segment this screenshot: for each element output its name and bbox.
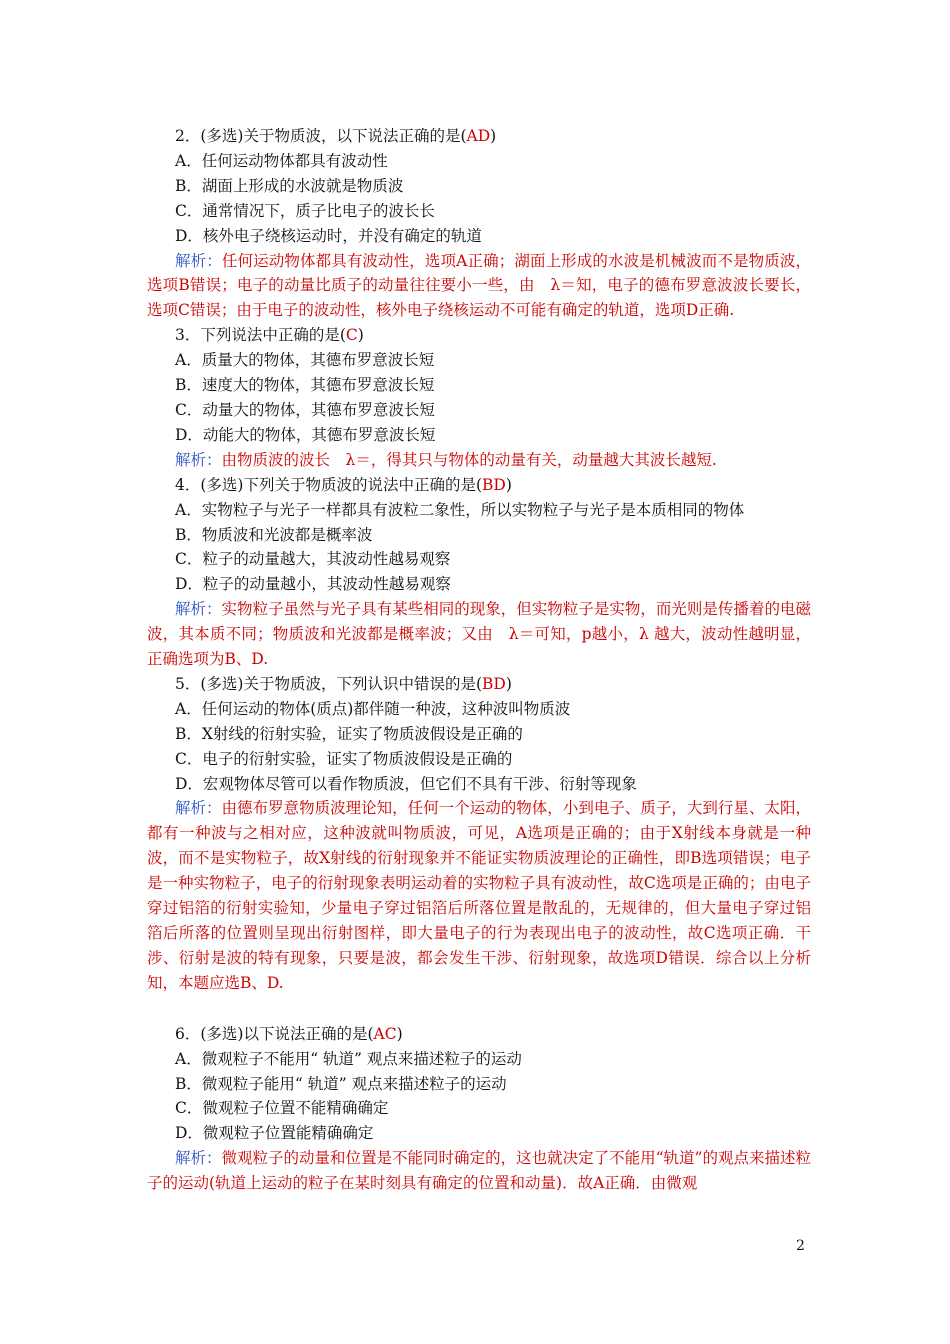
option: C．通常情况下，质子比电子的波长长 — [175, 201, 435, 220]
option: D．粒子的动量越小，其波动性越易观察 — [175, 575, 451, 594]
option: A．任何运动物体都具有波动性 — [175, 151, 388, 170]
option: D．宏观物体尽管可以看作物质波，但它们不具有干涉、衍射等现象 — [175, 774, 637, 793]
answer-key: BD — [482, 674, 506, 693]
explanation: 解析：由物质波的波长 λ＝，得其只与物体的动量有关，动量越大其波长越短. — [175, 450, 717, 469]
page-number: 2 — [796, 1238, 805, 1254]
answer-key: AD — [466, 127, 491, 145]
explanation-label: 解析： — [175, 799, 222, 818]
answer-key: C — [345, 326, 358, 345]
question-stem: 2．(多选)关于物质波，以下说法正确的是(AD) — [175, 127, 497, 145]
explanation-label: 解析： — [175, 1149, 222, 1168]
explanation: 解析：任何运动物体都具有波动性，选项A正确；湖面上形成的水波是机械波而不是物质波，选项B错误；电子的动量比质子的动量往往要小一些，由 λ＝知，电子的德布罗意波波长要长，选项C错误；由于电子的波动性，核外电子绕核运动不可能有确定的轨道，选项D正确. — [147, 251, 811, 320]
question-block — [147, 473, 811, 672]
option: B．湖面上形成的水波就是物质波 — [175, 176, 404, 195]
spacer — [147, 996, 811, 1022]
option: D．动能大的物体，其德布罗意波长短 — [175, 425, 436, 444]
option: A．质量大的物体，其德布罗意波长短 — [175, 351, 435, 370]
option: A．微观粒子不能用“ 轨道” 观点来描述粒子的运动 — [175, 1049, 522, 1068]
answer-key: AC — [373, 1024, 397, 1043]
option: B．微观粒子能用“ 轨道” 观点来描述粒子的运动 — [175, 1074, 507, 1093]
option: C．动量大的物体，其德布罗意波长短 — [175, 400, 435, 419]
explanation: 解析：微观粒子的动量和位置是不能同时确定的，这也就决定了不能用“轨道”的观点来描述粒子的运动(轨道上运动的粒子在某时刻具有确定的位置和动量)．故A正确．由微观 — [147, 1149, 811, 1193]
option: D．核外电子绕核运动时，并没有确定的轨道 — [175, 226, 482, 245]
explanation-label: 解析： — [175, 251, 222, 270]
option: C．电子的衍射实验，证实了物质波假设是正确的 — [175, 749, 513, 768]
option: B．X射线的衍射实验，证实了物质波假设是正确的 — [175, 724, 523, 743]
question-block — [147, 672, 811, 996]
explanation-label: 解析： — [175, 600, 222, 619]
explanation-label: 解析： — [175, 450, 222, 469]
option: B．物质波和光波都是概率波 — [175, 525, 373, 544]
option: C．微观粒子位置不能精确确定 — [175, 1099, 389, 1118]
question-stem: 6．(多选)以下说法正确的是(AC) — [175, 1024, 403, 1043]
question-stem: 5．(多选)关于物质波，下列认识中错误的是(BD) — [175, 674, 512, 693]
answer-key: BD — [482, 475, 506, 494]
question-block — [147, 1022, 811, 1196]
option: A．任何运动的物体(质点)都伴随一种波，这种波叫物质波 — [175, 699, 571, 718]
explanation: 解析：由德布罗意物质波理论知，任何一个运动的物体，小到电子、质子，大到行星、太阳，都有一种波与之相对应，这种波就叫物质波，可见，A选项是正确的；由于X射线本身就是一种波，而不是实物粒子，故X射线的衍射现象并不能证实物质波理论的正确性，即B选项错误；电子是一种实物粒子，电子的衍射现象表明运动着的实物粒子具有波动性，故C选项是正确的；由电子穿过铝箔的衍射实验知，少量电子穿过铝箔后所落位置是散乱的，无规律的，但大量电子穿过铝箔后所落的位置则呈现出衍射图样，即大量电子的行为表现出电子的波动性，故C选项正确．干涉、衍射是波的特有现象，只要是波，都会发生干涉、衍射现象，故选项D错误．综合以上分析知，本题应选B、D. — [147, 799, 811, 992]
question-block — [147, 124, 811, 323]
question-stem: 3．下列说法中正确的是(C) — [175, 326, 364, 345]
option: A．实物粒子与光子一样都具有波粒二象性，所以实物粒子与光子是本质相同的物体 — [175, 500, 745, 519]
page-content — [147, 124, 811, 1196]
question-stem: 4．(多选)下列关于物质波的说法中正确的是(BD) — [175, 475, 512, 494]
option: C．粒子的动量越大，其波动性越易观察 — [175, 550, 451, 569]
option: B．速度大的物体，其德布罗意波长短 — [175, 376, 435, 395]
question-block — [147, 323, 811, 472]
explanation: 解析：实物粒子虽然与光子具有某些相同的现象，但实物粒子是实物，而光则是传播着的电磁波，其本质不同；物质波和光波都是概率波；又由 λ＝可知，p越小，λ 越大，波动性越明显，正确选项为B、D. — [147, 600, 811, 669]
option: D．微观粒子位置能精确确定 — [175, 1124, 374, 1143]
